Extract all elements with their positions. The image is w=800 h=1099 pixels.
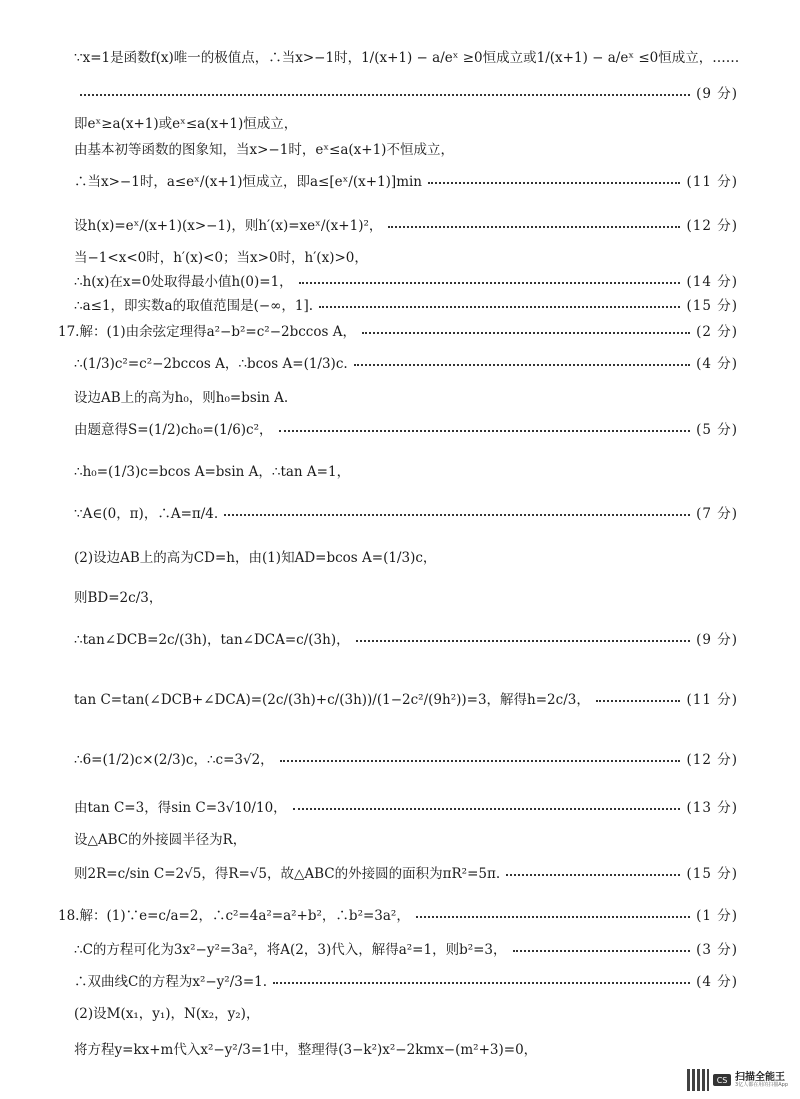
scanner-watermark: CS 扫描全能王 3亿人都在用的扫描App (687, 1069, 788, 1091)
qr-code-icon (687, 1069, 709, 1091)
line-22: 设△ABC的外接圆半径为R， (74, 832, 247, 848)
line-1: ∵x=1是函数f(x)唯一的极值点，∴当x>−1时，1/(x+1) − a/eˣ ≥0恒成立或1/(x+1) − a/eˣ ≤0恒成立，…… (74, 50, 740, 66)
line-5: ∴当x>−1时，a≤eˣ/(x+1)恒成立，即a≤[eˣ/(x+1)]min (11 分) (74, 174, 738, 190)
leader-dots (80, 94, 690, 96)
line-23: 则2R=c/sin C=2√5，得R=√5，故△ABC的外接圆的面积为πR²=5π. (15 分) (74, 866, 738, 882)
line-3: 即eˣ≥a(x+1)或eˣ≤a(x+1)恒成立， (74, 116, 298, 132)
line-7: 当−1<x<0时，h′(x)<0；当x>0时，h′(x)>0， (74, 250, 368, 266)
line-4: 由基本初等函数的图象知，当x>−1时，eˣ≤a(x+1)不恒成立， (74, 142, 454, 158)
line-6: 设h(x)=eˣ/(x+1)(x>−1)，则h′(x)=xeˣ/(x+1)²， (12 分) (74, 218, 738, 234)
line-26: ∴双曲线C的方程为x²−y²/3=1. (4 分) (74, 974, 738, 990)
line-19: tan C=tan(∠DCB+∠DCA)=(2c/(3h)+c/(3h))/(1−2c²/(9h²))=3，解得h=2c/3， (11 分) (74, 692, 738, 708)
line-25: ∴C的方程可化为3x²−y²=3a²，将A(2，3)代入，解得a²=1，则b²=3， (3 分) (74, 942, 738, 958)
line-21: 由tan C=3，得sin C=3√10/10， (13 分) (74, 800, 738, 816)
line-11: ∴(1/3)c²=c²−2bccos A，∴bcos A=(1/3)c. (4 分) (74, 356, 738, 372)
line-28: 将方程y=kx+m代入x²−y²/3=1中，整理得(3−k²)x²−2kmx−(m²+3)=0， (74, 1042, 538, 1058)
line-17: 则BD=2c/3， (74, 590, 163, 606)
line-18: ∴tan∠DCB=2c/(3h)，tan∠DCA=c/(3h)， (9 分) (74, 632, 738, 648)
line-13: 由题意得S=(1/2)ch₀=(1/6)c²， (5 分) (74, 422, 738, 438)
line-14: ∴h₀=(1/3)c=bcos A=bsin A，∴tan A=1， (74, 464, 351, 480)
line-15: ∵A∈(0，π)，∴A=π/4. (7 分) (74, 506, 738, 522)
line-20: ∴6=(1/2)c×(2/3)c，∴c=3√2， (12 分) (74, 752, 738, 768)
question-17-line-1: 17.解：(1)由余弦定理得a²−b²=c²−2bccos A， (2 分) (58, 324, 738, 340)
line-12: 设边AB上的高为h₀，则h₀=bsin A. (74, 390, 289, 406)
line-16: (2)设边AB上的高为CD=h，由(1)知AD=bcos A=(1/3)c， (74, 550, 437, 566)
question-18-line-1: 18.解：(1)∵e=c/a=2，∴c²=4a²=a²+b²，∴b²=3a²， (1 分) (58, 908, 738, 924)
line-2: (9 分) (74, 82, 738, 102)
line-8: ∴h(x)在x=0处取得最小值h(0)=1， (14 分) (74, 274, 738, 290)
camscanner-logo-icon: CS (713, 1074, 731, 1086)
line-27: (2)设M(x₁，y₁)，N(x₂，y₂)， (74, 1006, 260, 1022)
line-9: ∴a≤1，即实数a的取值范围是(−∞，1]. (15 分) (74, 298, 738, 314)
